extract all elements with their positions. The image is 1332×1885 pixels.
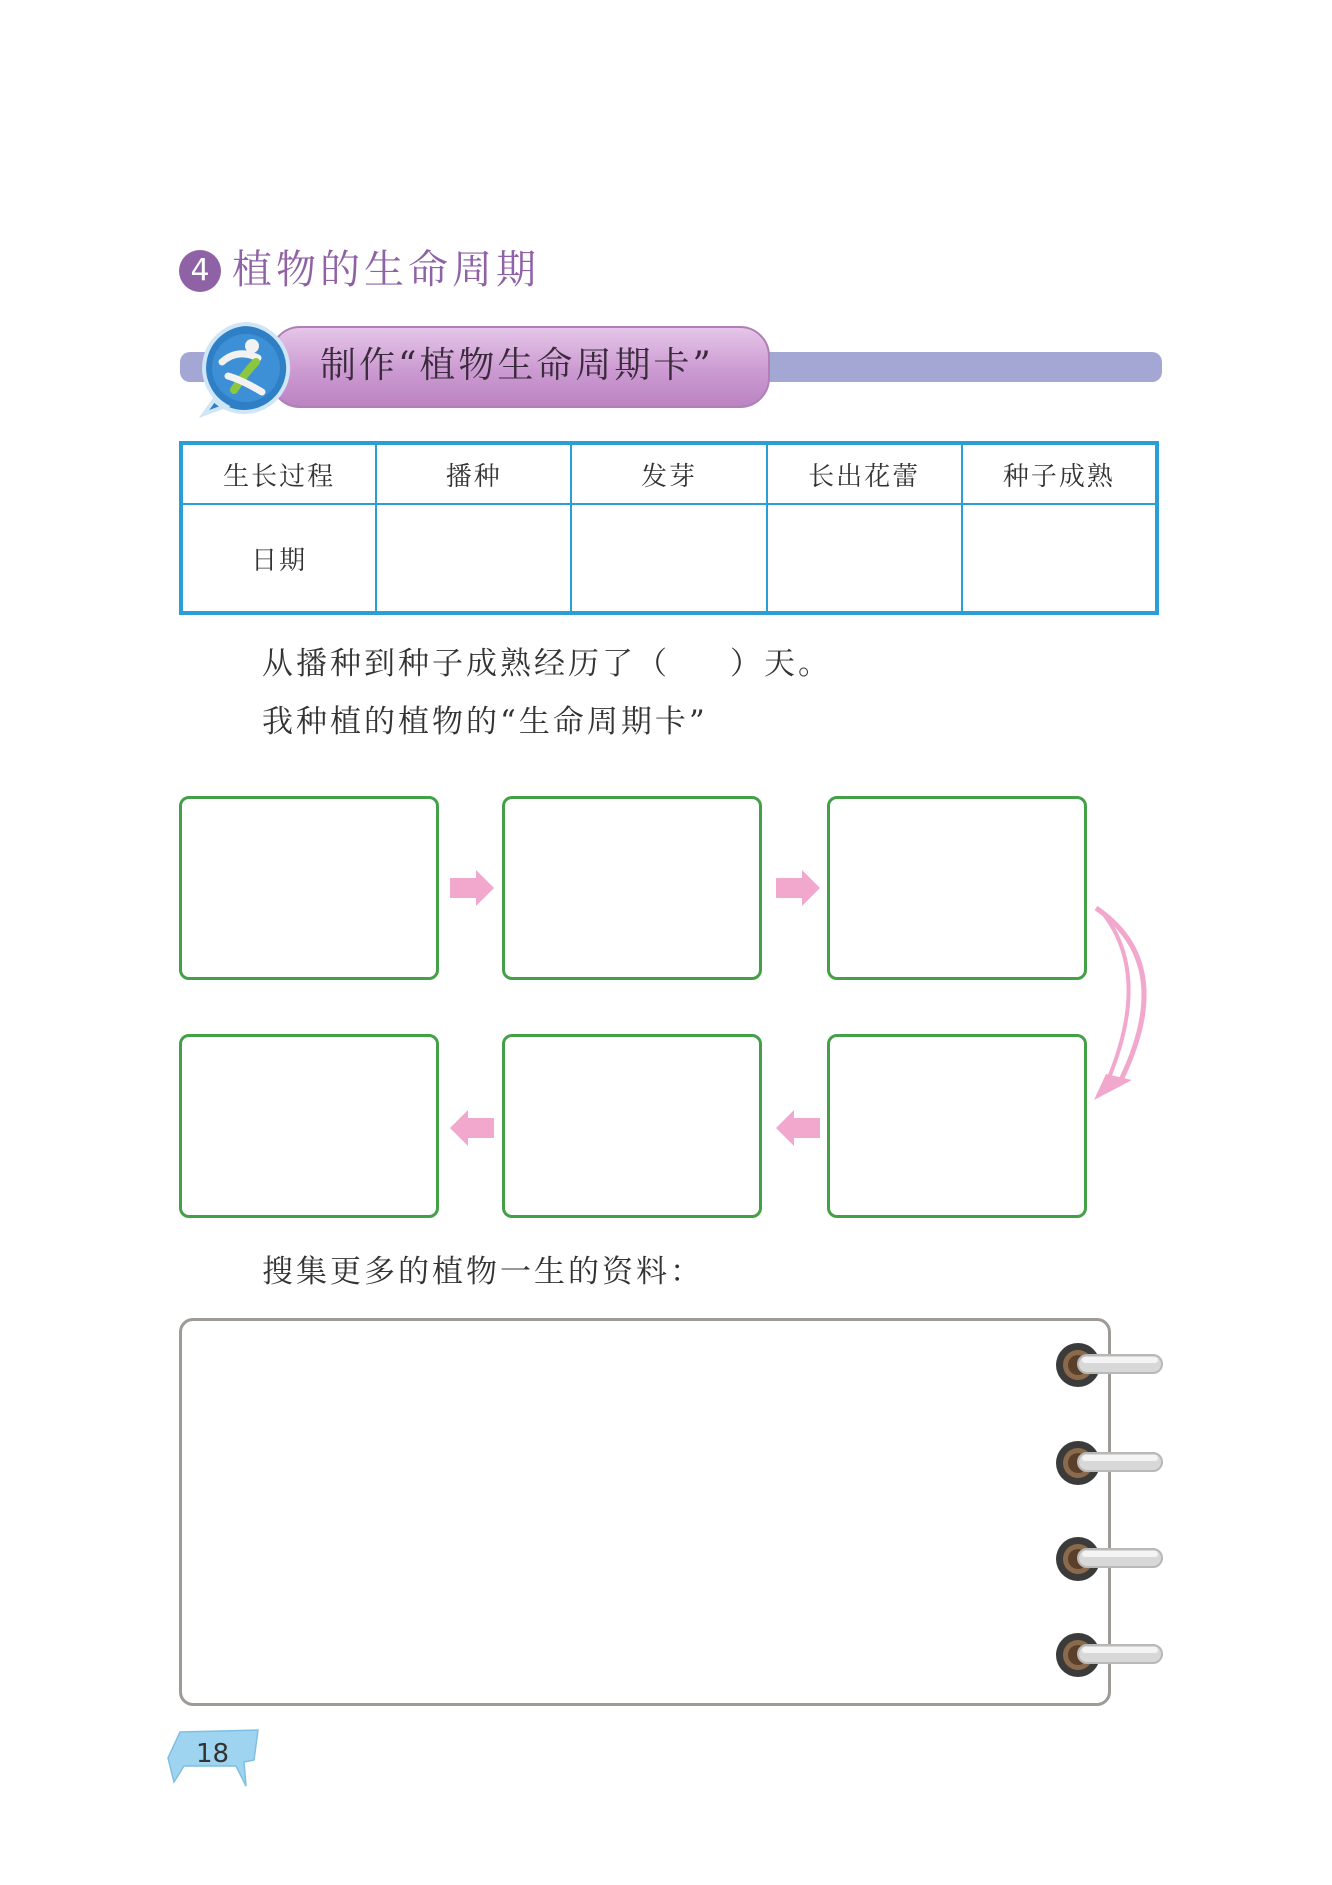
date-entry-cell[interactable] (767, 504, 962, 613)
activity-title: 制作“植物生命周期卡” (320, 345, 714, 386)
page-number: 18 (196, 1739, 230, 1769)
life-cycle-card-3[interactable] (827, 796, 1087, 980)
notebook-ring-icon (1054, 1438, 1164, 1488)
arrow-left-icon (776, 1110, 820, 1146)
table-header-row (181, 443, 1157, 504)
notebook-ring-icon (1054, 1534, 1164, 1584)
date-entry-cell[interactable] (376, 504, 571, 613)
table-header-cell: 长出花蕾 (767, 443, 962, 504)
life-cycle-card-1[interactable] (179, 796, 439, 980)
card-caption: 我种植的植物的“生命周期卡” (262, 704, 708, 740)
date-entry-cell[interactable] (571, 504, 766, 613)
table-row (181, 504, 1157, 613)
arrow-right-icon (450, 870, 494, 906)
notebook-ring-icon (1054, 1340, 1164, 1390)
days-question (262, 642, 832, 686)
arrow-right-icon (776, 870, 820, 906)
life-cycle-card-6[interactable] (179, 1034, 439, 1218)
table-header-cell: 种子成熟 (962, 443, 1157, 504)
table-row-label: 日期 (181, 504, 376, 613)
life-cycle-card-4[interactable] (827, 1034, 1087, 1218)
notes-area[interactable] (179, 1318, 1111, 1706)
life-cycle-card-5[interactable] (502, 1034, 762, 1218)
question-text-after: ）天。 (730, 646, 832, 682)
curved-down-arrow-icon (1090, 904, 1170, 1110)
notebook-ring-icon (1054, 1630, 1164, 1680)
date-entry-cell[interactable] (962, 504, 1157, 613)
growth-record-table (179, 441, 1159, 615)
collect-prompt: 搜集更多的植物一生的资料： (262, 1254, 704, 1290)
section-title: 植物的生命周期 (232, 247, 540, 293)
table-header-cell: 生长过程 (181, 443, 376, 504)
table-header-cell: 发芽 (571, 443, 766, 504)
table-header-cell: 播种 (376, 443, 571, 504)
arrow-left-icon (450, 1110, 494, 1146)
life-cycle-card-2[interactable] (502, 796, 762, 980)
question-text-before: 从播种到种子成熟经历了（ (262, 646, 670, 682)
section-number-badge: 4 (179, 250, 221, 292)
activity-person-icon (196, 318, 296, 418)
